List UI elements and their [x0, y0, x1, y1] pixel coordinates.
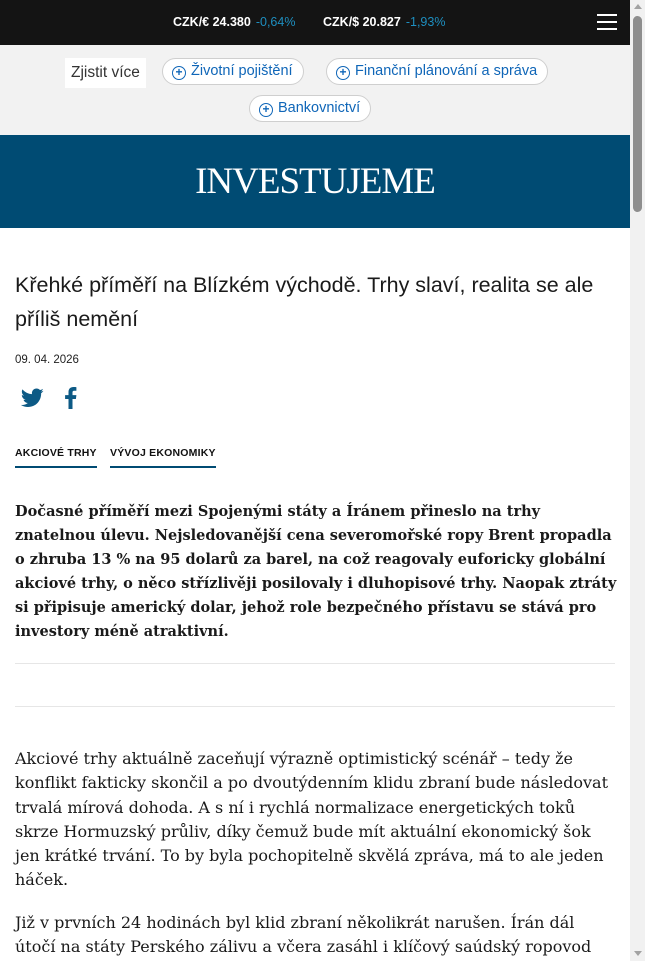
- article-date: 09. 04. 2026: [15, 354, 79, 366]
- plus-circle-icon: +: [336, 66, 350, 80]
- plus-circle-icon: +: [259, 103, 273, 117]
- divider: [15, 663, 615, 664]
- link-label: Bankovnictví: [278, 100, 361, 116]
- scroll-down-arrow-icon[interactable]: [634, 951, 642, 956]
- hamburger-icon[interactable]: [597, 14, 617, 30]
- tag-akciove-trhy[interactable]: AKCIOVÉ TRHY: [15, 447, 97, 468]
- ticker-item-usd: [323, 15, 445, 29]
- ticker-pair: CZK/€ 24.380: [173, 15, 251, 29]
- ticker-change: -0,64%: [255, 15, 296, 29]
- article-title: Křehké příměří na Blízkém východě. Trhy slaví, realita se ale příliš nemění: [15, 273, 594, 331]
- ticker-pair: CZK/$ 20.827: [323, 15, 401, 29]
- brand-banner: [0, 135, 630, 228]
- ticker-item-eur: [173, 15, 295, 29]
- article-paragraph: Již v prvních 24 hodinách byl klid zbraní několikrát narušen. Írán dál útočí na státy Perského zálivu a včera zasáhl i klíčový saúdský ropovod: [15, 913, 592, 957]
- scrollbar-thumb[interactable]: [633, 16, 642, 212]
- link-financni-planovani[interactable]: [326, 58, 548, 85]
- twitter-icon[interactable]: [21, 388, 44, 408]
- article-lead: Dočasné příměří mezi Spojenými státy a Íránem přineslo na trhy znatelnou úlevu. Nejsledovanější cena severomořské ropy Brent propadla o zhruba 13 % na 95 dolarů za barel, na což reagovaly euforicky globální akciové trhy, o něco střízlivěji posilovaly i dluhopisové trhy. Naopak ztráty si připisuje americký dolar, jehož role bezpečného přístavu se stává pro investory méně atraktivní.: [15, 503, 617, 640]
- link-bankovnictvi[interactable]: [249, 95, 371, 122]
- currency-ticker-bar: [0, 0, 630, 45]
- divider: [15, 706, 615, 707]
- tag-vyvoj-ekonomiky[interactable]: VÝVOJ EKONOMIKY: [110, 447, 216, 468]
- site-logo[interactable]: INVESTUJEME: [195, 161, 435, 202]
- link-label: Finanční plánování a správa: [355, 63, 538, 79]
- scroll-up-arrow-icon[interactable]: [634, 4, 642, 9]
- facebook-icon[interactable]: [64, 387, 77, 409]
- page-scrollbar[interactable]: [630, 0, 645, 961]
- plus-circle-icon: +: [172, 66, 186, 80]
- learn-more-strip: [0, 45, 630, 135]
- link-zivotni-pojisteni[interactable]: [162, 58, 304, 85]
- link-label: Životní pojištění: [191, 63, 293, 79]
- article-paragraph: Akciové trhy aktuálně zaceňují výrazně optimistický scénář – tedy že konflikt fakticky skončil a po dvoutýdenním klidu zbraní bude následovat trvalá mírová dohoda. A s ní i rychlá normalizace energetických toků skrze Hormuzský průliv, díky čemuž bude mít aktuální ekonomický šok jen krátké trvání. To by byla pochopitelně skvělá zpráva, má to ale jeden háček.: [15, 749, 609, 890]
- learn-more-label: Zjistit více: [65, 58, 146, 88]
- ticker-change: -1,93%: [405, 15, 446, 29]
